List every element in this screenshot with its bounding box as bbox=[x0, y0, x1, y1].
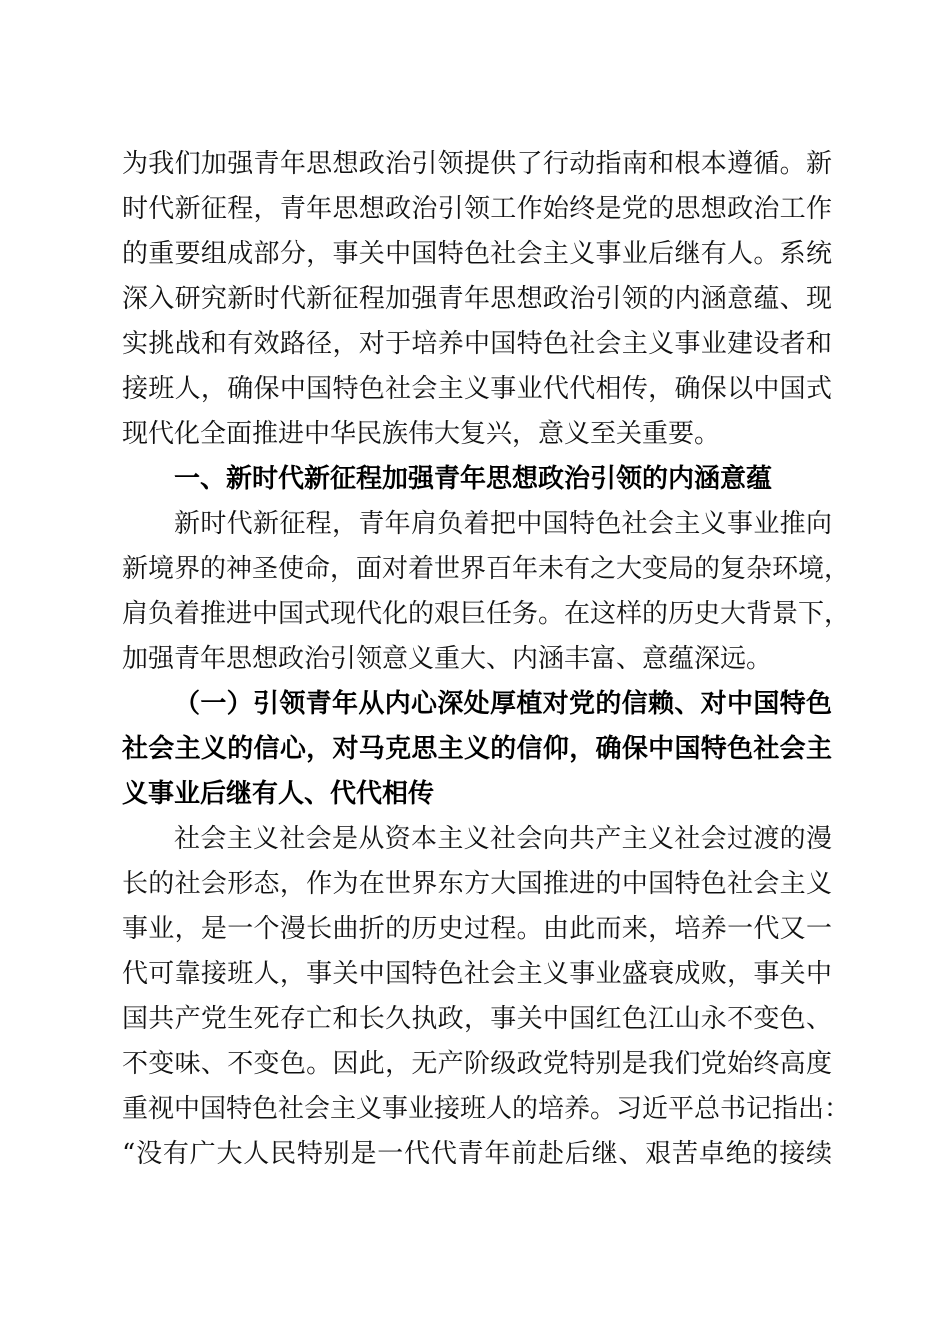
paragraph-line: 代可靠接班人，事关中国特色社会主义事业盛衰成败，事关中 bbox=[122, 959, 832, 989]
paragraph-line: 新时代新征程，青年肩负着把中国特色社会主义事业推向 bbox=[174, 509, 832, 539]
paragraph-line: 重视中国特色社会主义事业接班人的培养。习近平总书记指出： bbox=[122, 1094, 851, 1124]
paragraph-line: 社会主义社会是从资本主义社会向共产主义社会过渡的漫 bbox=[174, 824, 832, 854]
paragraph-line: “没有广大人民特别是一代代青年前赴后继、艰苦卓绝的接续 bbox=[122, 1139, 832, 1169]
paragraph-line: 事业，是一个漫长曲折的历史过程。由此而来，培养一代又一 bbox=[122, 914, 832, 944]
paragraph-line: 长的社会形态，作为在世界东方大国推进的中国特色社会主义 bbox=[122, 869, 832, 899]
subsection-heading: 义事业后继有人、代代相传 bbox=[122, 779, 435, 809]
paragraph-line: 不变味、不变色。因此，无产阶级政党特别是我们党始终高度 bbox=[122, 1049, 832, 1079]
paragraph-line: 加强青年思想政治引领意义重大、内涵丰富、意蕴深远。 bbox=[122, 644, 773, 674]
paragraph-line: 实挑战和有效路径，对于培养中国特色社会主义事业建设者和 bbox=[122, 329, 832, 359]
paragraph-line: 国共产党生死存亡和长久执政，事关中国红色江山永不变色、 bbox=[122, 1004, 832, 1034]
paragraph-line: 时代新征程，青年思想政治引领工作始终是党的思想政治工作 bbox=[122, 194, 832, 224]
paragraph-line: 深入研究新时代新征程加强青年思想政治引领的内涵意蕴、现 bbox=[122, 284, 832, 314]
paragraph-line: 的重要组成部分，事关中国特色社会主义事业后继有人。系统 bbox=[122, 239, 832, 269]
section-heading: 一、新时代新征程加强青年思想政治引领的内涵意蕴 bbox=[174, 464, 773, 494]
paragraph-line: 现代化全面推进中华民族伟大复兴，意义至关重要。 bbox=[122, 419, 721, 449]
subsection-heading: （一）引领青年从内心深处厚植对党的信赖、对中国特色 bbox=[174, 689, 832, 719]
paragraph-line: 为我们加强青年思想政治引领提供了行动指南和根本遵循。新 bbox=[122, 149, 832, 179]
paragraph-line: 接班人，确保中国特色社会主义事业代代相传，确保以中国式 bbox=[122, 374, 832, 404]
paragraph-line: 肩负着推进中国式现代化的艰巨任务。在这样的历史大背景下， bbox=[122, 599, 851, 629]
paragraph-line: 新境界的神圣使命，面对着世界百年未有之大变局的复杂环境， bbox=[122, 554, 851, 584]
subsection-heading: 社会主义的信心，对马克思主义的信仰，确保中国特色社会主 bbox=[122, 734, 832, 764]
